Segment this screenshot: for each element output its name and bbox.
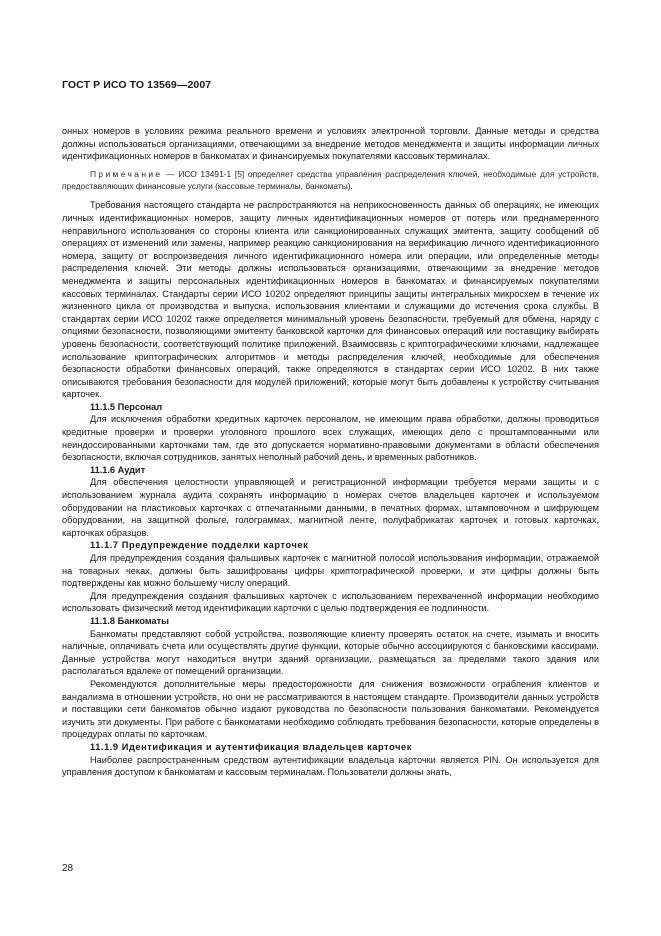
paragraph: Для обеспечения целостности управляющей и регистрационной информации требуется мерами защиты и с использованием журнала аудита сохранять информацию о номерах счетов владельцев карточек и используемом оборудовании на пластиковых карточках с отпечатанными данными, в печатных формах, штамповочном и шифрующем оборудовании, на защитной фольге, голограммах, магнитной ленте, полуфабрикатах карточек и готовых карточках, карточках образцов. [62, 477, 599, 538]
section-heading-11-1-9: 11.1.9 Идентификация и аутентификация владельцев карточек [90, 741, 412, 752]
section-heading-11-1-6: 11.1.6 Аудит [90, 464, 146, 475]
page-header: ГОСТ Р ИСО ТО 13569—2007 [62, 79, 212, 91]
page-number: 28 [62, 863, 74, 874]
note-label: Примечание [90, 168, 163, 179]
paragraph: Банкоматы представляют собой устройства, позволяющие клиенту проверять остаток на счете, изымать и вносить наличные, оплачивать счета или осуществлять другие функции, которые обычно ассоциируются с банковскими кассирами. Данные устройства могут находиться внутри зданий организации, размещаться за пределами такого здания или располагаться вдалеке от помещений организации. [62, 628, 599, 677]
paragraph: Требования настоящего стандарта не распространяются на неприкосновенность данных об операциях, не имеющих личных идентификационных номеров, защиту личных идентификационных номеров от потерь или преднамеренного неправильного использования со стороны клиента или санкционированных служащих эмитента, защиту сообщений об операциях от изменений или замены, например реакцию санкционирования на верификацию личного идентификационного номера, защиту от воспроизведения личного идентификационного номера или операции, или определенные методы распределения ключей. Эти методы должны использоваться организациями, отвечающими за внедрение методов менеджмента и защиты персональных идентификационных номеров в банкоматах и финансируемых покупателями кассовых терминалах. Стандарты серии ИСО 10202 определяют принципы защиты интегральных микросхем в течение их жизненного цикла от производства и выпуска, использования клиентами и служащими до истечения срока службы. В стандартах серии ИСО 10202 также определяется минимальный уровень безопасности, требуемый для обмена, наряду с опциями безопасности, позволяющими эмитенту банковской карточки для финансовых операций или поставщику выбирать уровень безопасности, соответствующий политике приложений. Взаимосвязь с криптографическими ключами, надлежащее использование криптографических алгоритмов и методы распределения ключей, необходимые для обеспечения безопасности обработки финансовых операций, также определяются в стандартах серии ИСО 10202. В них также описываются требования безопасности для модулей приложений, которые могут быть добавлены к устройству считывания карточек. [62, 200, 599, 400]
section-heading-11-1-8: 11.1.8 Банкоматы [90, 615, 169, 626]
note-text: — ИСО 13491-1 [5] определяет средства управления распределения ключей, необходимые для устройств, предоставляющих финансовые услуги (кассовые терминалы, банкоматы). [62, 168, 599, 191]
paragraph: Для исключения обработки кредитных карточек персоналом, не имеющим права обработки, должны проводиться кредитные проверки и проверки уголовного прошлого всех служащих, имеющих дело с проштампованными или неиндоссированными карточками там, где это допускается нормативно-правовыми документами в области обеспечения безопасности, включая сотрудников, занятых неполный рабочий день, и временных работников. [62, 414, 599, 463]
section-heading-11-1-5: 11.1.5 Персонал [90, 401, 163, 412]
paragraph: Для предупреждения создания фальшивых карточек с магнитной полосой использования информации, отражаемой на товарных чеках, должны быть зашифрованы цифры криптографической проверки, и эти цифры должны быть подтверждены как можно большему числу операций. [62, 553, 599, 589]
note [62, 169, 599, 193]
paragraph: Наиболее распространенным средством аутентификации владельца карточки является PIN. Он используется для управления доступом к банкоматам и кассовым терминалам. Пользователи должны знать, [62, 754, 599, 778]
paragraph: Для предупреждения создания фальшивых карточек с использованием перехваченной информации необходимо использовать физический метод идентификации карточки с целью подтверждения ее подлинности. [62, 590, 599, 614]
document-body [62, 125, 599, 779]
paragraph: онных номеров в условиях режима реального времени и условиях электронной торговли. Данные методы и средства должны использоваться организациями, отвечающими за внедрение методов менеджмента и защиты информации личных идентификационных номеров в банкоматах и финансируемых покупателями кассовых терминалах. [62, 126, 599, 162]
paragraph: Рекомендуются дополнительные меры предосторожности для снижения возможности ограбления клиентов и вандализма в отношении устройств, но они не рассматриваются в настоящем стандарте. Производители данных устройств и поставщики сети банкоматов обычно издают руководства по безопасности пользования банкоматами. Рекомендуется изучить эти документы. При работе с банкоматами необходимо соблюдать требования безопасности, которые определены в процедурах оплаты по карточкам. [62, 678, 599, 740]
section-heading-11-1-7: 11.1.7 Предупреждение подделки карточек [90, 540, 309, 551]
